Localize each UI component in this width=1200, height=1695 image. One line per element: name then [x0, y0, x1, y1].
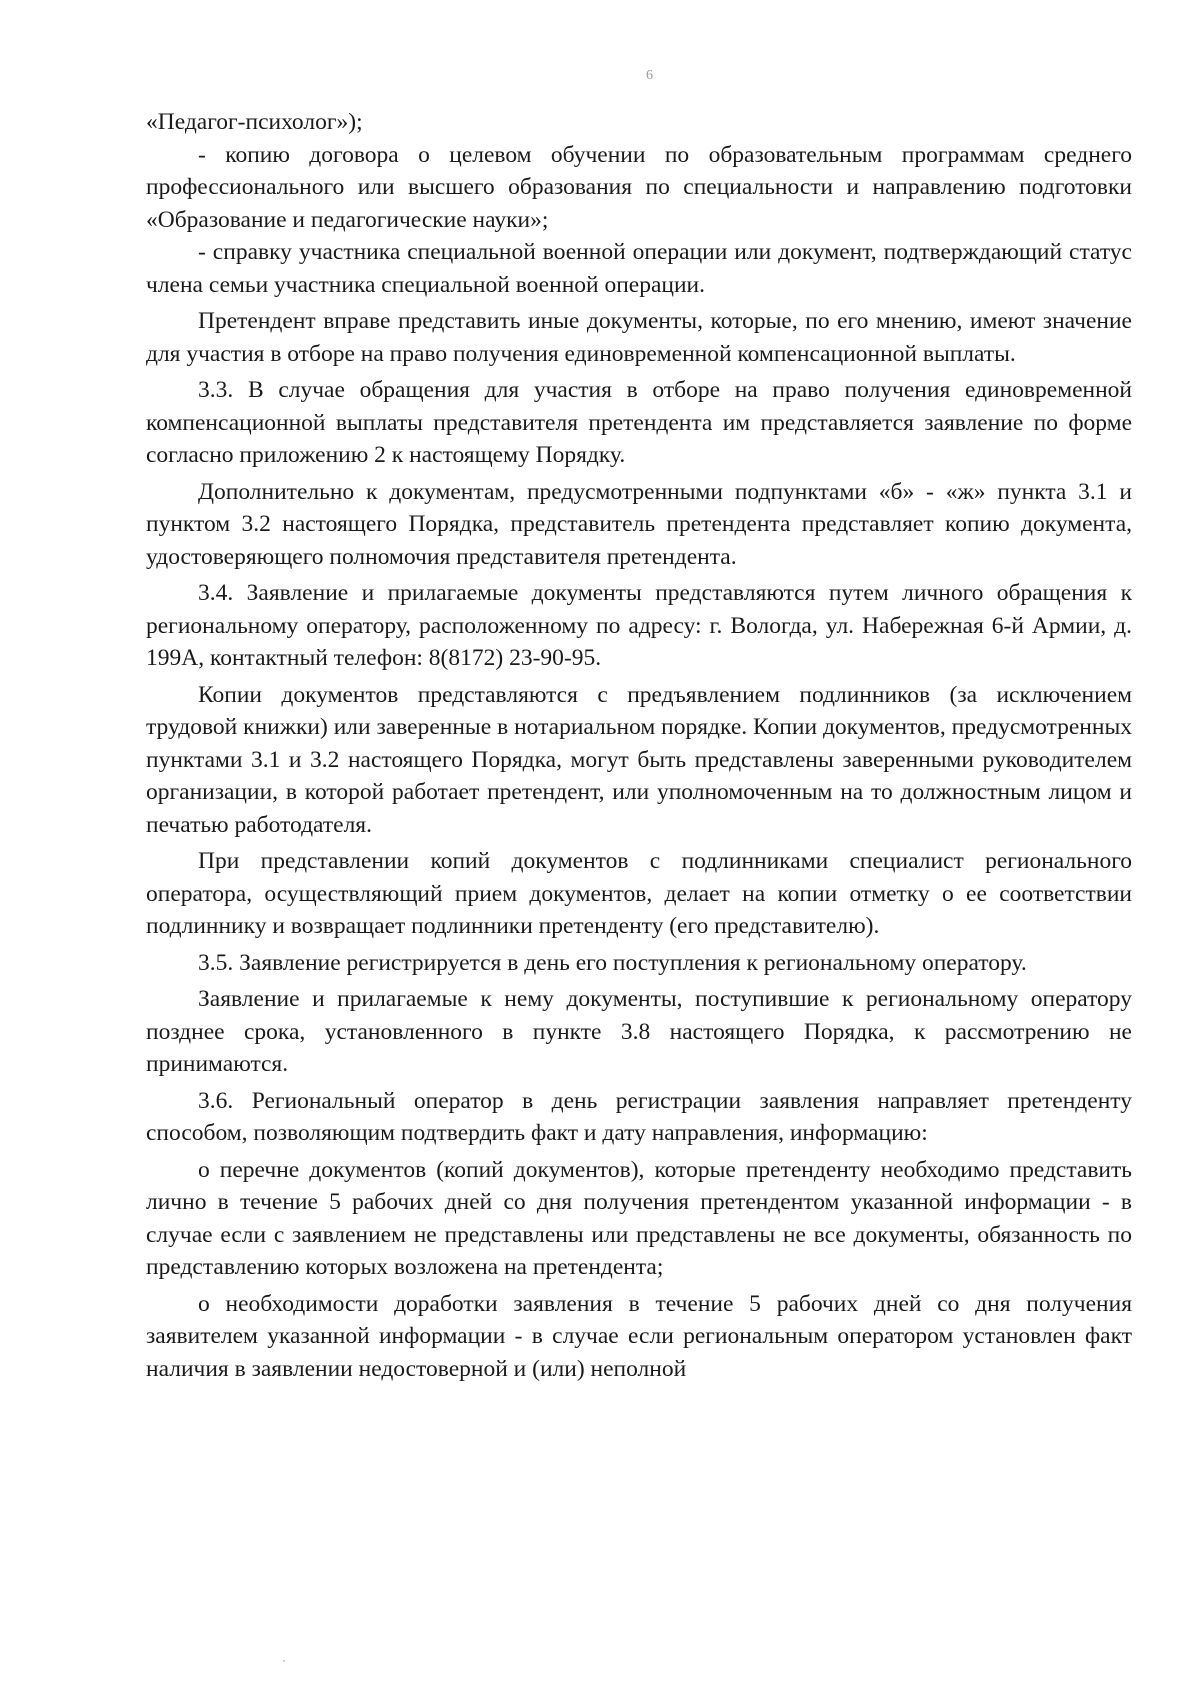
paragraph-8: Копии документов представляются с предъявлением подлинников (за исключением трудовой книжки) или заверенные в нотариальном порядке. Копии документов, предусмотренных пунктами 3.1 и 3.2 настоящего Порядка, могут быть представлены заверенными руководителем организации, в которой работает претендент, или уполномоченным на то должностным лицом и печатью работодателя.: [146, 681, 1132, 838]
paragraph-7: 3.4. Заявление и прилагаемые документы представляются путем личного обращения к региональному оператору, расположенному по адресу: г. Вологда, ул. Набережная 6-й Армии, д. 199А, контактный телефон: 8(8172) 23-90-95.: [146, 580, 1132, 671]
paragraph-1: «Педагог-психолог»);: [146, 109, 363, 135]
paragraph-9: При представлении копий документов с подлинниками специалист регионального оператора, осуществляющий прием документов, делает на копии отметку о ее соответствии подлиннику и возвращает подлинники претенденту (его представителю).: [146, 848, 1132, 939]
paragraph-10: 3.5. Заявление регистрируется в день его поступления к региональному оператору.: [198, 949, 1027, 976]
paragraph-13: о перечне документов (копий документов), которые претенденту необходимо представить лично в течение 5 рабочих дней со дня получения претендентом указанной информации - в случае если с заявлением не представлены или представлены не все документы, обязанность по представлению которых возложена на претендента;: [146, 1156, 1132, 1280]
paragraph-14: о необходимости доработки заявления в течение 5 рабочих дней со дня получения заявителем указанной информации - в случае если региональным оператором установлен факт наличия в заявлении недостоверной и (или) неполной: [146, 1290, 1132, 1382]
paragraph-2: - копию договора о целевом обучении по образовательным программам среднего профессионального или высшего образования по специальности и направлению подготовки «Образование и педагогические науки»;: [146, 141, 1132, 233]
paragraph-11: Заявление и прилагаемые к нему документы, поступившие к региональному оператору позднее срока, установленного в пункте 3.8 настоящего Порядка, к рассмотрению не принимаются.: [146, 986, 1132, 1077]
page-mark: 6: [646, 68, 653, 83]
scan-speck: [283, 1660, 285, 1662]
paragraph-4: Претендент вправе представить иные документы, которые, по его мнению, имеют значение для участия в отборе на право получения единовременной компенсационной выплаты.: [146, 308, 1132, 367]
paragraph-3: - справку участника специальной военной операции или документ, подтверждающий статус члена семьи участника специальной военной операции.: [146, 239, 1132, 298]
paragraph-5: 3.3. В случае обращения для участия в отборе на право получения единовременной компенсационной выплаты представителя претендента им представляется заявление по форме согласно приложению 2 к настоящему Порядку.: [146, 377, 1132, 468]
paragraph-6: Дополнительно к документам, предусмотренными подпунктами «б» - «ж» пункта 3.1 и пунктом 3.2 настоящего Порядка, представитель претендента представляет копию документа, удостоверяющего полномочия представителя претендента.: [146, 478, 1132, 570]
paragraph-12: 3.6. Региональный оператор в день регистрации заявления направляет претенденту способом, позволяющим подтвердить факт и дату направления, информацию:: [146, 1087, 1132, 1146]
